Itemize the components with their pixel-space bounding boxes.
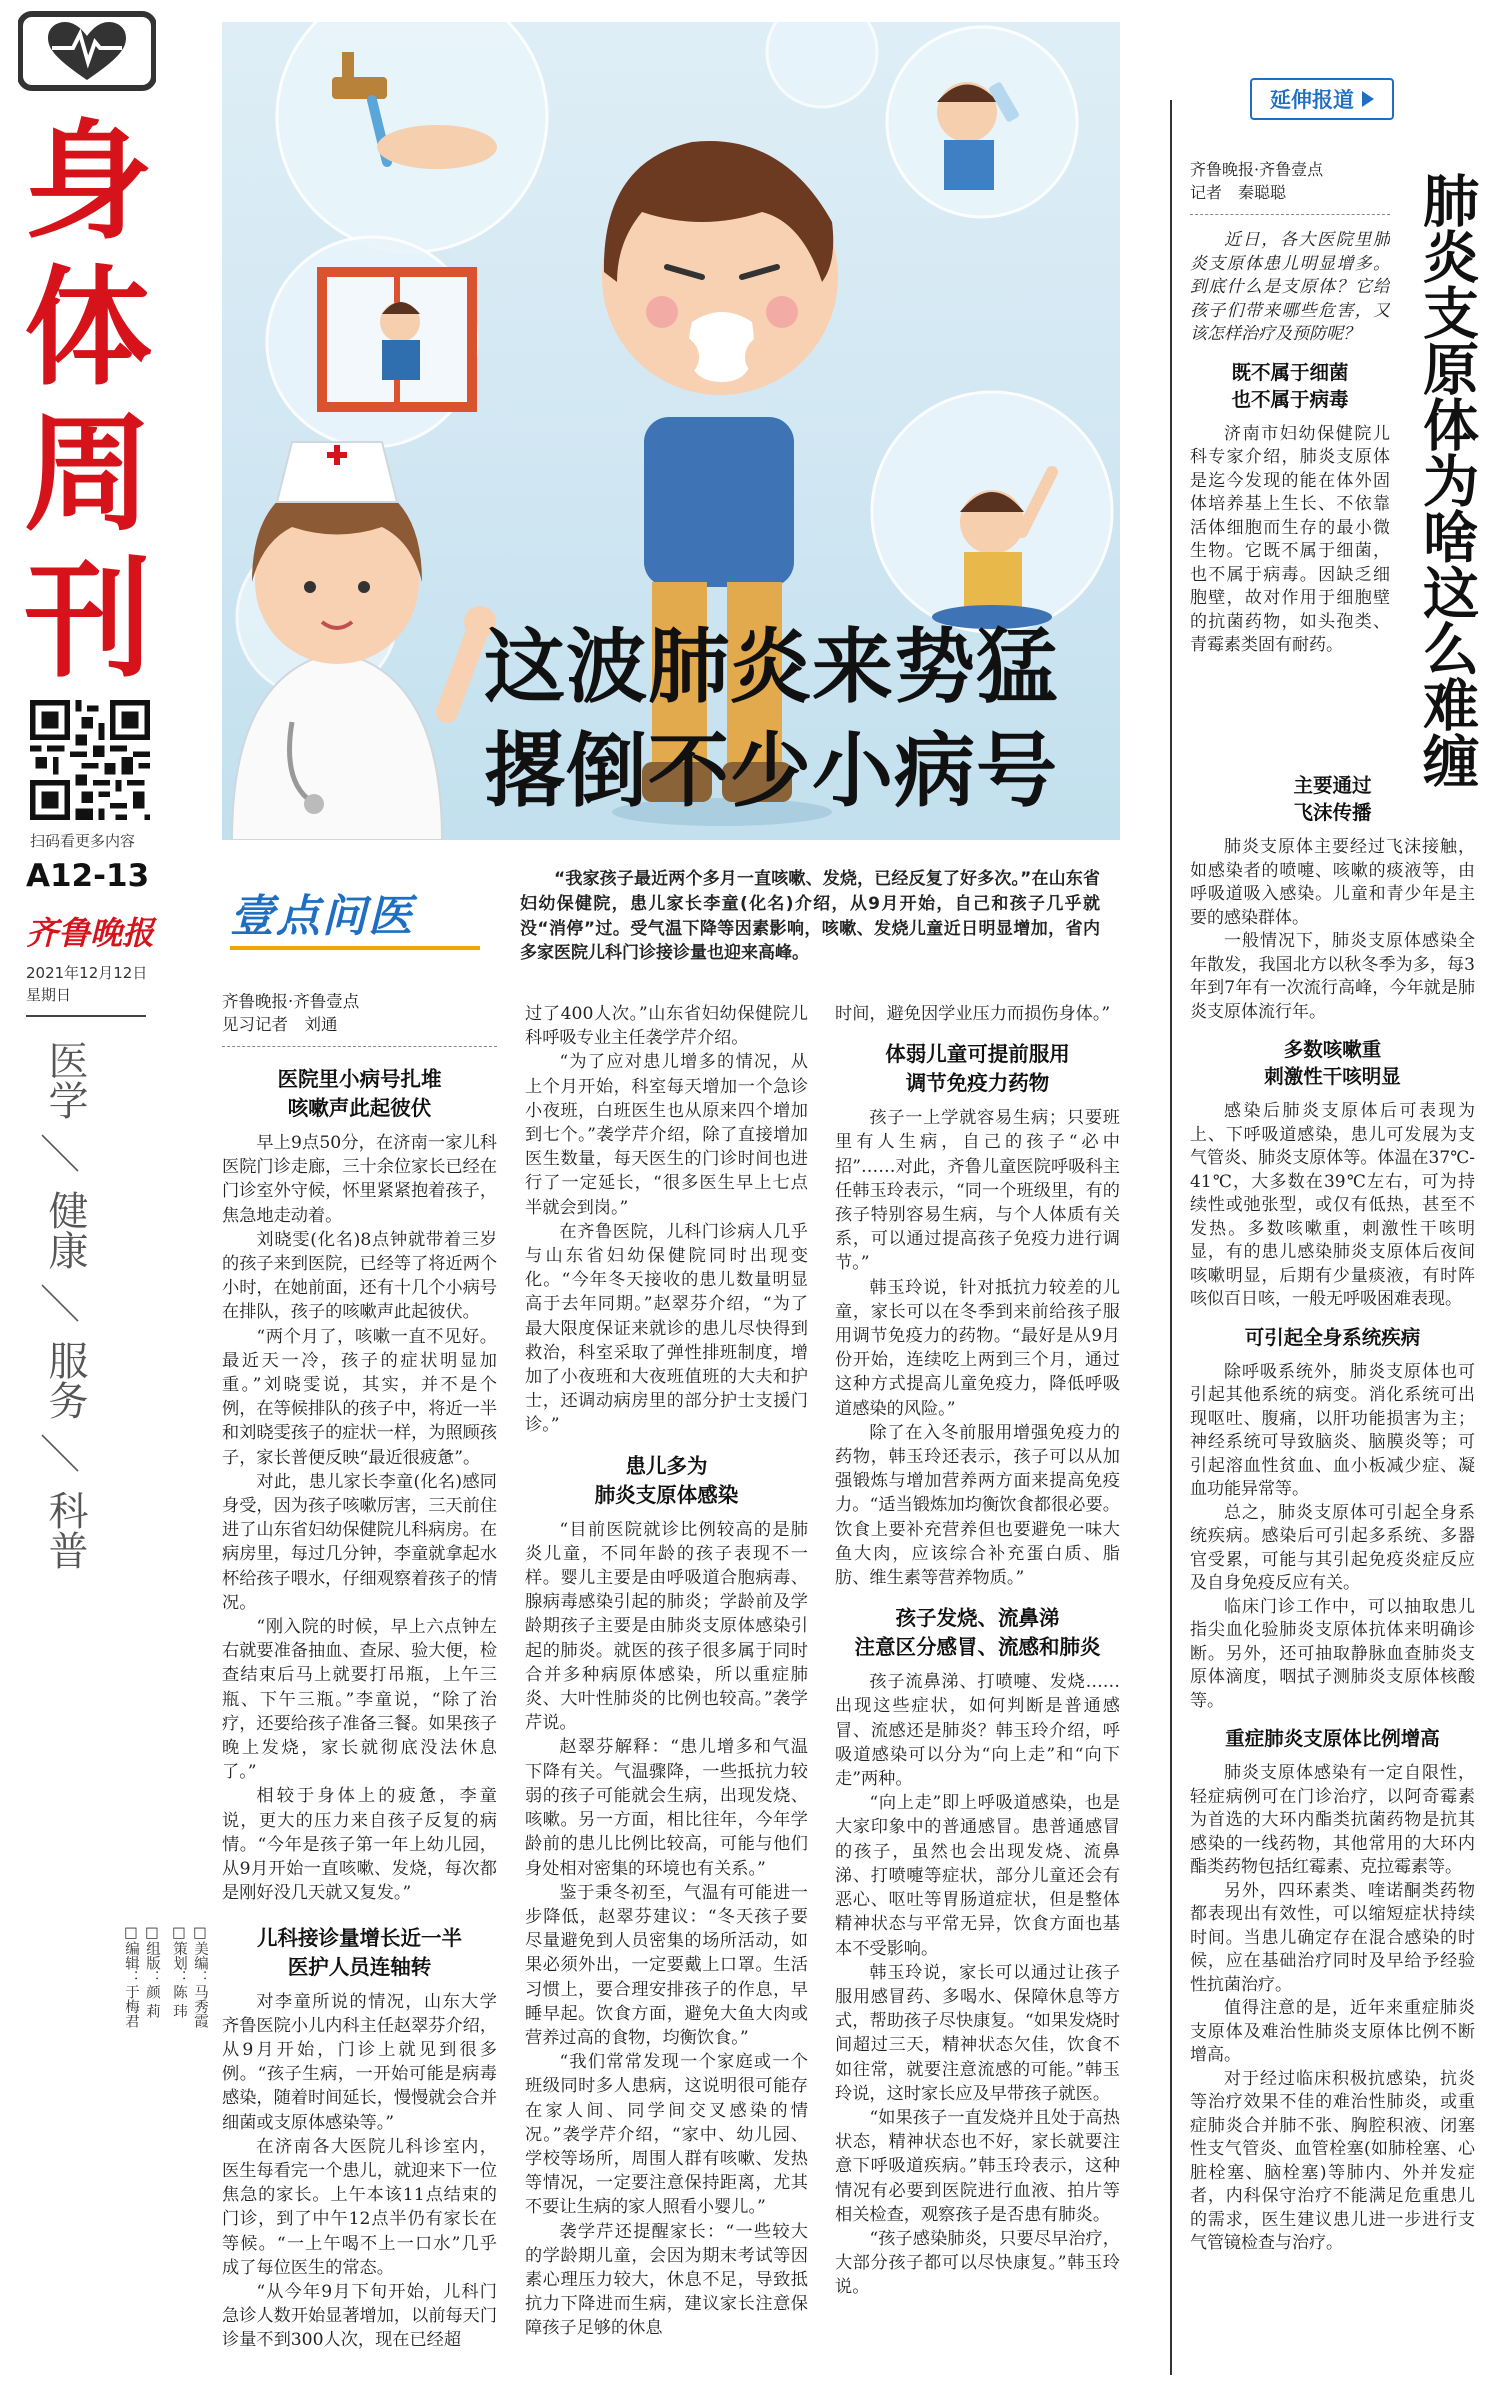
byline-outlet: 齐鲁晚报·齐鲁壹点 (222, 992, 360, 1011)
qr-caption: 扫码看更多内容 (30, 832, 136, 850)
paragraph: 相较于身体上的疲惫，李童说，更大的压力来自孩子反复的病情。“今年是孩子第一年上幼儿园，从9月开始一直咳嗽、发烧，每次都是刚好没几天就又复发。” (222, 1786, 497, 1904)
editor-line: □策划：陈 玮 (171, 1925, 187, 2019)
sidebar-subhead-1-line1: 既不属于细菌 (1231, 360, 1349, 384)
nav-separator: ＼ (40, 1132, 80, 1178)
nav-separator: ＼ (40, 1432, 80, 1478)
paragraph: 袭学芹还提醒家长：“一些较大的学龄期儿童，会因为期末考试等因素心理压力较大，休息不足，导致抵抗力下降进而生病，建议家长注意保障孩子足够的休息 (525, 2221, 808, 2339)
sidebar-tag (1250, 78, 1394, 120)
paragraph: “如果孩子一直发烧并且处于高热状态，精神状态也不好，家长就要注意下呼吸道疾病。”韩玉玲表示，这种情况有必要到医院进行血液、拍片等相关检查，观察孩子是否患有肺炎。 (835, 2107, 1120, 2225)
masthead-divider (26, 1015, 146, 1017)
main-column-2 (525, 1002, 808, 2380)
sidebar-paragraph: 肺炎支原体主要经过飞沫接触，如感染者的喷嚏、咳嗽的痰液等，由呼吸道吸入感染。儿童和青少年是主要的感染群体。 (1190, 837, 1475, 928)
sidebar-byline-reporter: 记者 秦聪聪 (1190, 183, 1287, 202)
subhead-5 (835, 1604, 1120, 1662)
sidebar-subhead-3 (1190, 1036, 1475, 1090)
subhead-5-line1: 孩子发烧、流鼻涕 (895, 1606, 1060, 1631)
paragraph: 时间，避免因学业压力而损伤身体。” (835, 1004, 1111, 1024)
sidebar-paragraph: 总之，肺炎支原体可引起全身系统疾病。感染后可引起多系统、多器官受累，可能与其引起免疫炎症反应及自身免疫反应有关。 (1190, 1502, 1475, 1593)
subhead-2-line1: 儿科接诊量增长近一半 (257, 1925, 462, 1950)
paragraph: 孩子流鼻涕、打喷嚏、发烧……出现这些症状，如何判断是普通感冒、流感还是肺炎？韩玉玲介绍，呼吸道感染可以分为“向上走”和“向下走”两种。 (835, 1672, 1120, 1790)
qr-code-icon[interactable] (30, 700, 150, 820)
sidebar-subhead-2 (1190, 772, 1475, 826)
sidebar-subhead-1 (1190, 359, 1390, 413)
sidebar-border-left (1170, 100, 1172, 2375)
paragraph: 除了在入冬前服用增强免疫力的药物，韩玉玲还表示，孩子可以从加强锻炼与增加营养两方面来提高免疫力。“适当锻炼加均衡饮食都很必要。饮食上要补充营养但也要避免一味大鱼大肉，应该综合补充蛋白质、脂肪、维生素等营养物质。” (835, 1422, 1120, 1589)
issue-date: 2021年12月12日 (26, 964, 148, 982)
sidebar-subhead-2-line1: 主要通过 (1293, 774, 1372, 797)
sidebar-paragraph: 临床门诊工作中，可以抽取患儿指尖血化验肺炎支原体抗体来明确诊断。另外，还可抽取静脉血查肺炎支原体滴度，咽拭子测肺炎支原体核酸等。 (1190, 1596, 1475, 1711)
masthead-title: 身体周刊 (23, 108, 152, 695)
paragraph: “刚入院的时候，早上六点钟左右就要准备抽血、查尿、验大便，检查结束后马上就要打吊瓶，上午三瓶、下午三瓶。”李童说，“除了治疗，还要给孩子准备三餐。如果孩子晚上发烧，家长就彻底没法休息了。” (222, 1617, 497, 1783)
nav-item-service: 服务 (42, 1340, 88, 1420)
paragraph: 韩玉玲说，家长可以通过让孩子服用感冒药、多喝水、保障休息等方式，帮助孩子尽快康复。“如果发烧时间超过三天，精神状态欠佳，饮食不如往常，就要注意流感的可能。”韩玉玲说，这时家长应及早带孩子就医。 (835, 1962, 1120, 2104)
sidebar-paragraph: 济南市妇幼保健院儿科专家介绍，肺炎支原体是迄今发现的能在体外固体培养基上生长、不依靠活体细胞而生存的最小微生物。它既不属于细菌，也不属于病毒。因缺乏细胞壁，故对作用于细胞壁的抗菌药物，如头孢类、青霉素类固有耐药。 (1190, 423, 1390, 655)
sidebar-paragraph: 对于经过临床积极抗感染，抗炎等治疗效果不佳的难治性肺炎，或重症肺炎合并肺不张、胸腔积液、闭塞性支气管炎、血管栓塞(如肺栓塞、心脏栓塞、脑栓塞)等肺内、外并发症者，内科保守治疗不能满足危重患儿的需求，医生建议患儿进一步进行支气管镜检查与治疗。 (1190, 2068, 1475, 2253)
nav-item-science: 科普 (42, 1490, 88, 1570)
byline-reporter: 见习记者 刘通 (222, 1015, 338, 1034)
subhead-2-line2: 医护人员连轴转 (287, 1954, 432, 1979)
sidebar-title: 肺炎支原体为啥这么难缠 (1414, 172, 1479, 788)
subhead-3 (525, 1452, 808, 1510)
paragraph: 韩玉玲说，针对抵抗力较差的儿童，家长可以在冬季到来前给孩子服用调节免疫力的药物。“最好是从9月份开始，连续吃上两到三个月，通过这种方式提高儿童免疫力，降低呼吸道感染的风险。” (835, 1277, 1120, 1419)
editor-credits (120, 1925, 210, 2245)
sidebar-subhead-5: 重症肺炎支原体比例增高 (1225, 1727, 1440, 1750)
sidebar-subhead-1-line2: 也不属于病毒 (1231, 387, 1349, 411)
sidebar-paragraph: 肺炎支原体感染有一定自限性，轻症病例可在门诊治疗，以阿奇霉素为首选的大环内酯类抗菌药物是抗其感染的一线药物，其他常用的大环内酯类药物包括红霉素、克拉霉素等。 (1190, 1763, 1475, 1877)
paragraph: “为了应对患儿增多的情况，从上个月开始，科室每天增加一个急诊小夜班，白班医生也从原来四个增加到七个。”袭学芹介绍，除了直接增加医生数量，每天医生的门诊时间也进行了一定延长，“很多医生早上七点半就会到岗。” (525, 1052, 808, 1218)
subhead-3-line2: 肺炎支原体感染 (594, 1482, 739, 1507)
paragraph: 刘晓雯(化名)8点钟就带着三岁的孩子来到医院，已经等了将近两个小时，在她前面，还有十几个小病号在排队，孩子的咳嗽声此起彼伏。 (222, 1229, 497, 1323)
sidebar-byline-divider (1190, 214, 1390, 215)
newspaper-name: 齐鲁晚报 (26, 914, 155, 952)
paragraph: 在济南各大医院儿科诊室内，医生每看完一个患儿，就迎来下一位焦急的家长。上午本该11点结束的门诊，到了中午12点半仍有家长在等候。“一上午喝不上一口水”几乎成了每位医生的常态。 (222, 2136, 497, 2278)
sidebar-paragraph: 一般情况下，肺炎支原体感染全年散发，我国北方以秋冬季为多，每3年到7年有一次流行高峰，今年就是肺炎支原体流行年。 (1190, 931, 1475, 1022)
paragraph: 鉴于秉冬初至，气温有可能进一步降低，赵翠芬建议：“冬天孩子要尽量避免到人员密集的场所活动，如果必须外出，一定要戴上口罩。生活习惯上，要合理安排孩子的作息，早睡早起。饮食方面，避免大鱼大肉或营养过高的食物，均衡饮食。” (525, 1882, 808, 2048)
sidebar-tag-text: 延伸报道 (1270, 88, 1354, 112)
editor-line: □编辑：于梅君 (123, 1925, 139, 2028)
hero-headline-line2: 撂倒不少小病号 (484, 725, 1059, 819)
sidebar-subhead-3-line1: 多数咳嗽重 (1283, 1038, 1382, 1061)
sidebar-subhead-2-line2: 飞沫传播 (1293, 801, 1372, 824)
play-arrow-icon (1362, 91, 1374, 107)
subhead-4-line1: 体弱儿童可提前服用 (885, 1042, 1070, 1067)
subhead-3-line1: 患儿多为 (625, 1453, 708, 1478)
hero-illustration (222, 22, 1120, 840)
section-nav (30, 1030, 90, 1580)
paragraph: 早上9点50分，在济南一家儿科医院门诊走廊，三十余位家长已经在门诊室外守候，怀里紧紧抱着孩子，焦急地走动着。 (222, 1133, 497, 1226)
byline-divider (222, 1046, 497, 1047)
subhead-4-line2: 调节免疫力药物 (905, 1071, 1050, 1096)
issue-weekday: 星期日 (26, 986, 72, 1004)
paragraph: 赵翠芬解释：“患儿增多和气温下降有关。气温骤降，一些抵抗力较弱的孩子可能就会生病，出现发烧、咳嗽。另一方面，相比往年，今年学龄前的患儿比例比较高，可能与他们身处相对密集的环境也有关系。” (525, 1737, 808, 1879)
editor-line: □美编：马秀霞 (192, 1925, 208, 2028)
sidebar-column-bottom (1190, 760, 1475, 2380)
subhead-1-line1: 医院里小病号扎堆 (277, 1067, 442, 1091)
section-label-text: 壹点问医 (230, 891, 414, 942)
sidebar-paragraph: 另外，四环素类、喹诺酮类药物都表现出有效性，可以缩短症状持续时间。当患儿确定存在混合感染的时候，应在基础治疗同时及早给予经验性抗菌治疗。 (1190, 1880, 1475, 1995)
paragraph: “孩子感染肺炎，只要尽早治疗，大部分孩子都可以尽快康复。”韩玉玲说。 (835, 2228, 1120, 2298)
paragraph: 对李童所说的情况，山东大学齐鲁医院小儿内科主任赵翠芬介绍，从9月开始，门诊上就见到很多例。“孩子生病，一开始可能是病毒感染，随着时间延长，慢慢就会合并细菌或支原体感染等。” (222, 1991, 497, 2133)
sidebar-paragraph: 值得注意的是，近年来重症肺炎支原体及难治性肺炎支原体比例不断增高。 (1190, 1998, 1475, 2065)
subhead-5-line2: 注意区分感冒、流感和肺炎 (854, 1635, 1101, 1660)
subhead-1-line2: 咳嗽声此起彼伏 (287, 1096, 432, 1120)
heart-pulse-icon (18, 10, 156, 92)
main-column-3 (835, 1002, 1120, 2380)
page-number: A12-13 (26, 858, 150, 894)
paragraph: 过了400人次。”山东省妇幼保健院儿科呼吸专业主任袭学芹介绍。 (525, 1004, 808, 1049)
sidebar-paragraph: 感染后肺炎支原体后可表现为上、下呼吸道感染，患儿可发展为支气管炎、肺炎支原体等。体温在37℃-41℃，大多数在39℃左右，可为持续性或弛张型，或仅有低热，甚至不发热。多数咳嗽重，刺激性干咳明显，有的患儿感染肺炎支原体后夜间咳嗽明显，后期有少量痰液，有时阵咳似百日咳，一般无呼吸困难表现。 (1190, 1101, 1475, 1309)
main-column-1 (222, 990, 497, 2380)
paragraph: 孩子一上学就容易生病；只要班里有人生病，自己的孩子“必中招”……对此，齐鲁儿童医院呼吸科主任韩玉玲表示，“同一个班级里，有的孩子特别容易生病，与个人体质有关系，可以通过提高孩子免疫力进行调节。” (835, 1108, 1120, 1274)
intro-text: “我家孩子最近两个多月一直咳嗽、发烧，已经反复了好多次。”在山东省妇幼保健院，患儿家长李童(化名)介绍，从9月开始，自己和孩子几乎就没“消停”过。受气温下降等因素影响，咳嗽、发烧儿童近日明显增加，省内多家医院儿科门诊接诊量也迎来高峰。 (520, 869, 1100, 964)
paragraph: “从今年9月下旬开始，儿科门急诊人数开始显著增加，以前每天门诊量不到300人次，现在已经超 (222, 2281, 497, 2351)
paragraph: 对此，患儿家长李童(化名)感同身受，因为孩子咳嗽厉害，三天前住进了山东省妇幼保健院儿科病房。在病房里，每过几分钟，李童就拿起水杯给孩子喂水，仔细观察着孩子的情况。 (222, 1471, 497, 1613)
paragraph: “两个月了，咳嗽一直不见好。最近天一冷，孩子的症状明显加重。”刘晓雯说，其实，并不是个例，在等候排队的孩子中，将近一半和刘晓雯孩子的症状一样，为照顾孩子，家长普便反映“最近很疲惫”。 (222, 1326, 497, 1468)
sidebar-lead: 近日，各大医院里肺炎支原体患儿明显增多。到底什么是支原体？它给孩子们带来哪些危害，又该怎样治疗及预防呢？ (1190, 230, 1390, 344)
sidebar-paragraph: 除呼吸系统外，肺炎支原体也可引起其他系统的病变。消化系统可出现呕吐、腹痛，以肝功能损害为主；神经系统可导致脑炎、脑膜炎等；可引起溶血性贫血、血小板减少症、凝血功能异常等。 (1190, 1361, 1475, 1499)
paragraph: “我们常常发现一个家庭或一个班级同时多人患病，这说明很可能存在家人间、同学间交叉感染的情况。”袭学芹介绍，“家中、幼儿园、学校等场所，周围人群有咳嗽、发热等情况，一定要注意保持距离，尤其不要让生病的家人照看小婴儿。” (525, 2052, 808, 2218)
subhead-2 (222, 1924, 497, 1982)
paragraph: “向上走”即上呼吸道感染，也是大家印象中的普通感冒。患普通感冒的孩子，虽然也会出现发烧、流鼻涕、打喷嚏等症状，部分儿童还会有恶心、呕吐等胃肠道症状，但是整体精神状态与平常无异，饮食方面也基本不受影响。 (835, 1793, 1120, 1959)
sidebar-subhead-4: 可引起全身系统疾病 (1244, 1325, 1421, 1349)
section-label-underline (230, 946, 480, 950)
nav-separator: ＼ (40, 1282, 80, 1328)
nav-item-medicine: 医学 (42, 1040, 88, 1120)
subhead-4 (835, 1040, 1120, 1098)
sidebar-column-top (1190, 158, 1390, 798)
nav-item-health: 健康 (42, 1190, 88, 1270)
section-label (230, 880, 490, 950)
sidebar-subhead-3-line2: 刺激性干咳明显 (1264, 1065, 1401, 1088)
paragraph: “目前医院就诊比例较高的是肺炎儿童，不同年龄的孩子表现不一样。婴儿主要是由呼吸道合胞病毒、腺病毒感染引起的肺炎；学龄前及学龄期孩子主要是由肺炎支原体感染引起的肺炎。就医的孩子很多属于同时合并多种病原体感染，所以重症肺炎、大叶性肺炎的比例也较高。”袭学芹说。 (525, 1519, 808, 1734)
sidebar-byline-outlet: 齐鲁晚报·齐鲁壹点 (1190, 160, 1324, 179)
hero-headline-line1: 这波肺炎来势猛 (484, 621, 1059, 715)
paragraph: 在齐鲁医院，儿科门诊病人几乎与山东省妇幼保健院同时出现变化。“今年冬天接收的患儿数量明显高于去年同期。”赵翠芬介绍，“为了最大限度保证来就诊的患儿尽快得到救治，科室采取了弹性排班制度，增加了小夜班和大夜班值班的大夫和护士，还调动病房里的部分护士支援门诊。” (525, 1221, 808, 1436)
subhead-1 (222, 1065, 497, 1123)
editor-line: □组版：颜 莉 (144, 1925, 160, 2019)
